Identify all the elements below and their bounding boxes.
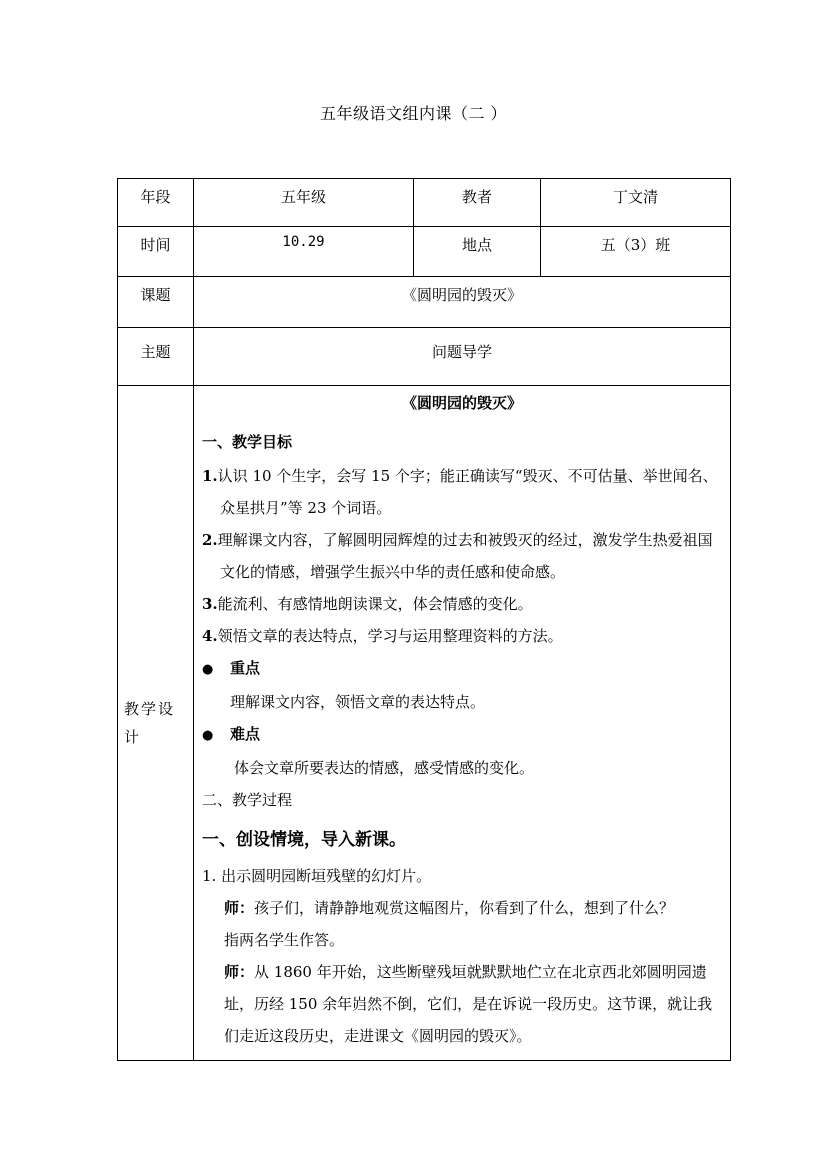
teacher-prompt-1 <box>202 892 722 924</box>
section-process-heading: 二、教学过程 <box>202 791 293 809</box>
goal-text: 理解课文内容，了解圆明园辉煌的过去和被毁灭的经过，激发学生热爱祖国文化的情感，增强学生振兴中华的责任感和使命感。 <box>217 531 713 581</box>
goal-number: 4. <box>202 627 218 645</box>
design-content <box>194 386 731 1061</box>
topic-value: 《圆明园的毁灭》 <box>194 277 731 328</box>
lesson-table <box>117 178 731 1061</box>
time-label: 时间 <box>118 227 194 277</box>
difficulty-heading <box>202 718 722 752</box>
difficulty-text: 体会文章所要表达的情感，感受情感的变化。 <box>234 759 535 777</box>
goal-text: 领悟文章的表达特点，学习与运用整理资料的方法。 <box>217 627 563 645</box>
teacher-followup: 指两名学生作答。 <box>224 931 345 949</box>
page-title: 五年级语文组内课（二 ） <box>319 104 508 123</box>
key-point-heading <box>202 652 722 686</box>
teacher-label: 教者 <box>414 179 541 227</box>
goal-text: 能流利、有感情地朗读课文，体会情感的变化。 <box>217 595 533 613</box>
step1-item: 1. 出示圆明园断垣残壁的幻灯片。 <box>202 867 432 885</box>
teacher-prompt-text: 孩子们，请静静地观赏这幅图片，你看到了什么，想到了什么？ <box>254 899 675 917</box>
goal-item <box>202 588 722 620</box>
teacher-speaker: 师： <box>224 963 255 981</box>
goal-number: 2. <box>202 531 218 549</box>
goal-item <box>202 524 722 588</box>
goal-number: 3. <box>202 595 218 613</box>
goal-item <box>202 620 722 652</box>
design-title: 《圆明园的毁灭》 <box>401 394 522 412</box>
bullet-icon: ● <box>202 728 214 743</box>
topic-label: 课题 <box>118 277 194 328</box>
teacher-prompt-2 <box>202 956 722 1052</box>
key-point-label: 重点 <box>230 659 261 677</box>
teacher-speaker: 师： <box>224 899 255 917</box>
design-label: 教学设计 <box>118 386 194 1061</box>
difficulty-label: 难点 <box>230 725 261 743</box>
bullet-icon: ● <box>202 662 214 677</box>
step1-heading: 一、创设情境，导入新课。 <box>202 830 406 850</box>
place-value: 五（3）班 <box>541 227 731 277</box>
theme-value: 问题导学 <box>194 328 731 386</box>
goal-number: 1. <box>202 467 218 485</box>
teacher-prompt-text: 从 1860 年开始，这些断壁残垣就默默地伫立在北京西北郊圆明园遗址，历经 150 余年岿然不倒，它们，是在诉说一段历史。这节课，就让我们走近这段历史，走进课文《圆明园的毁灭》。 <box>224 963 713 1045</box>
time-value: 10.29 <box>194 227 414 277</box>
section-goals-heading: 一、教学目标 <box>202 433 293 451</box>
grade-label: 年段 <box>118 179 194 227</box>
key-point-text: 理解课文内容，领悟文章的表达特点。 <box>230 693 486 711</box>
theme-label: 主题 <box>118 328 194 386</box>
grade-value: 五年级 <box>194 179 414 227</box>
goal-item <box>202 460 722 524</box>
goal-text: 认识 10 个生字，会写 15 个字；能正确读写“毁灭、不可估量、举世闻名、众星拱月”等 23 个词语。 <box>217 467 718 517</box>
place-label: 地点 <box>414 227 541 277</box>
teacher-value: 丁文清 <box>541 179 731 227</box>
